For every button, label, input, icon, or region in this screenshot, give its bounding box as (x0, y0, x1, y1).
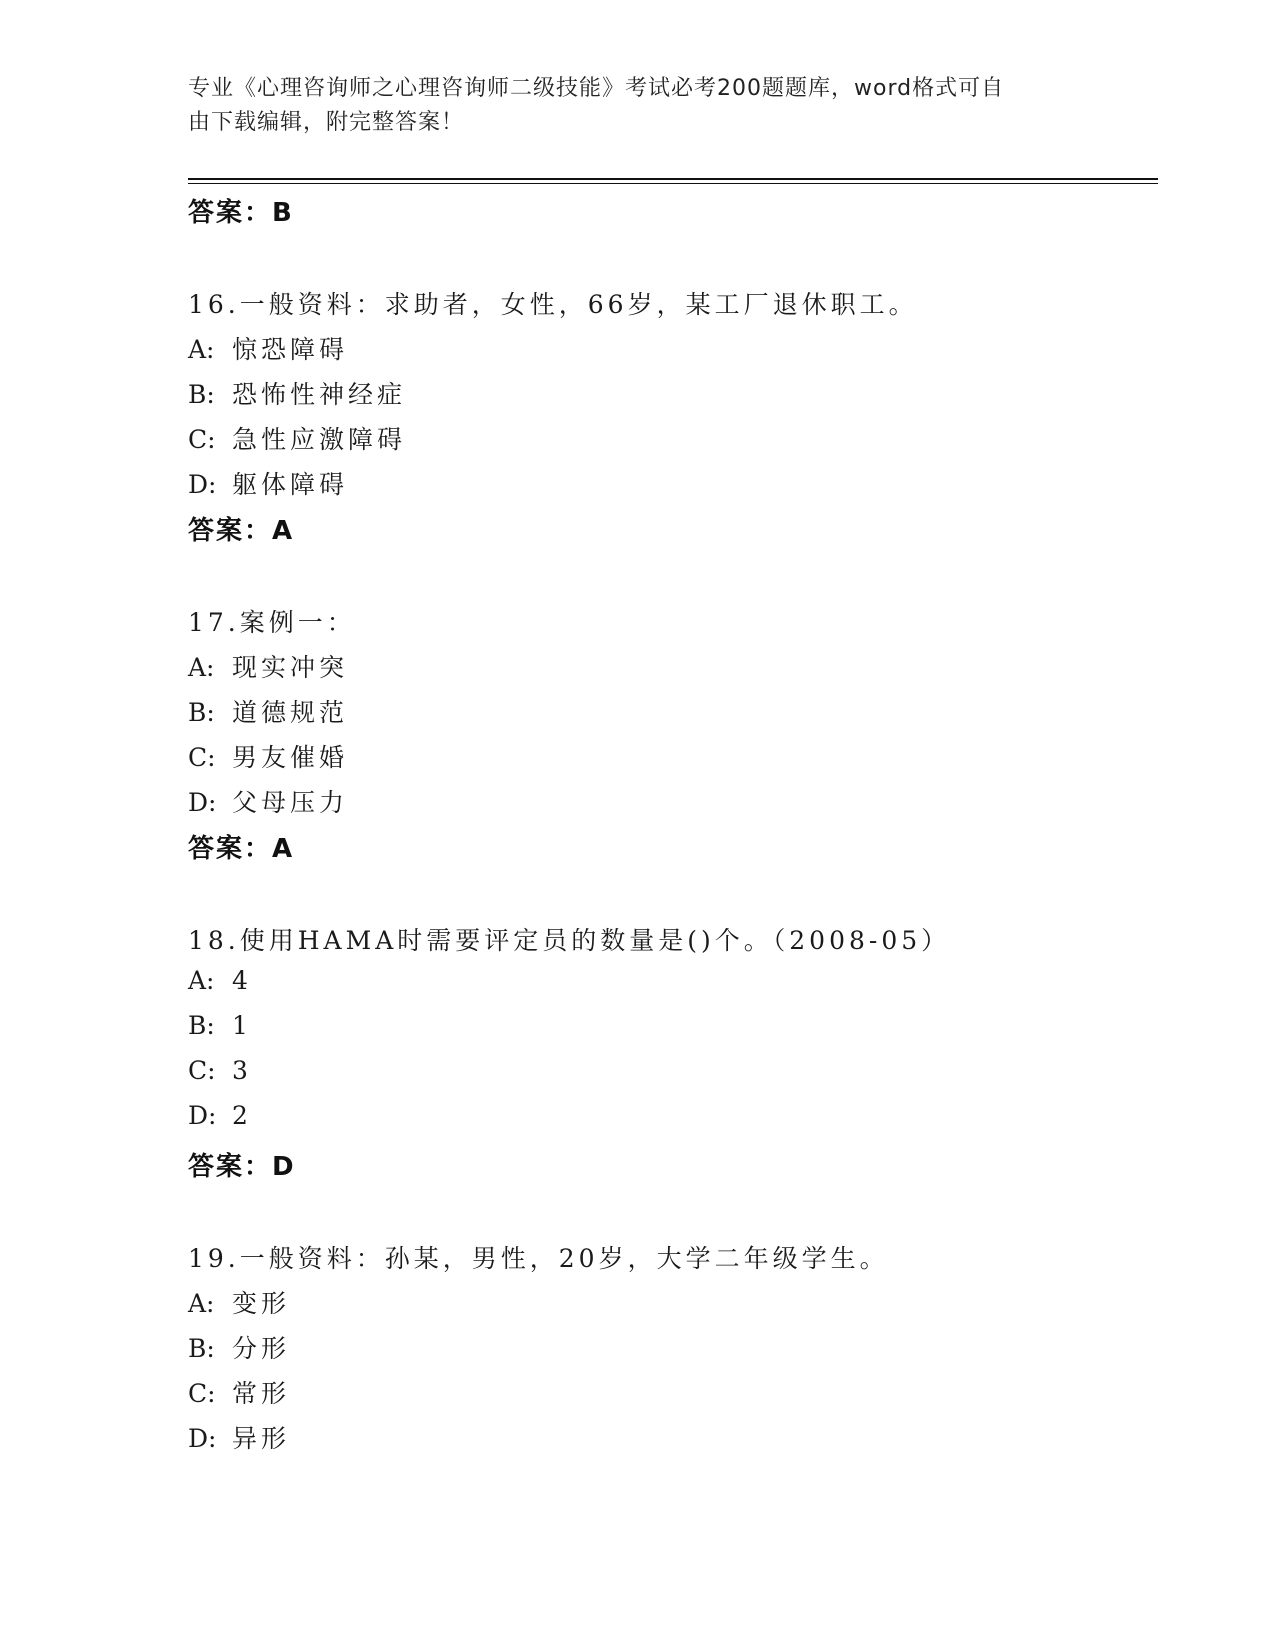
option-letter: C: (188, 743, 216, 772)
question-19-option-a (188, 1284, 290, 1320)
option-text: 父母压力 (232, 788, 349, 817)
option-letter: A: (188, 653, 215, 682)
option-text: 男友催婚 (232, 743, 349, 772)
question-18-option-a (188, 966, 252, 995)
option-text: 1 (232, 1011, 252, 1040)
option-letter: D: (188, 1424, 217, 1453)
option-letter: D: (188, 788, 217, 817)
option-text: 惊恐障碍 (232, 335, 349, 364)
question-16-option-a (188, 330, 348, 366)
option-text: 4 (232, 966, 252, 995)
header-line-1: 专业《心理咨询师之心理咨询师二级技能》考试必考200题题库，word格式可自 (188, 76, 1005, 101)
question-18-option-c (188, 1056, 252, 1085)
option-text: 常形 (232, 1379, 291, 1408)
question-18-stem: 18.使用HAMA时需要评定员的数量是()个。（2008-05） (188, 926, 951, 955)
answer-16: 答案：A (188, 516, 295, 546)
option-text: 分形 (232, 1334, 291, 1363)
header-divider-thick (188, 178, 1158, 180)
option-letter: D: (188, 470, 217, 499)
option-text: 躯体障碍 (232, 470, 349, 499)
option-letter: B: (188, 1334, 215, 1363)
option-letter: C: (188, 1056, 216, 1085)
option-text: 2 (232, 1101, 252, 1130)
question-17-option-d (188, 783, 348, 819)
question-18-option-b (188, 1011, 252, 1040)
option-text: 变形 (232, 1289, 291, 1318)
question-17-option-b (188, 693, 348, 729)
option-letter: B: (188, 1011, 215, 1040)
answer-17: 答案：A (188, 834, 295, 864)
answer-18: 答案：D (188, 1152, 296, 1182)
question-17-option-c (188, 738, 348, 774)
option-text: 现实冲突 (232, 653, 349, 682)
option-letter: B: (188, 380, 215, 409)
option-text: 3 (232, 1056, 252, 1085)
option-letter: A: (188, 1289, 215, 1318)
question-17-stem: 17.案例一： (188, 608, 356, 637)
option-letter: B: (188, 698, 215, 727)
question-19-option-d (188, 1419, 290, 1455)
document-header (188, 72, 1068, 140)
option-text: 急性应激障碍 (232, 425, 407, 454)
option-text: 异形 (232, 1424, 291, 1453)
question-17-option-a (188, 648, 348, 684)
header-line-2: 由下载编辑，附完整答案！ (188, 110, 465, 135)
option-text: 道德规范 (232, 698, 349, 727)
answer-15: 答案：B (188, 198, 294, 228)
question-16-stem: 16.一般资料：求助者，女性，66岁，某工厂退休职工。 (188, 290, 918, 319)
option-letter: D: (188, 1101, 217, 1130)
question-19-stem: 19.一般资料：孙某，男性，20岁，大学二年级学生。 (188, 1244, 889, 1273)
question-16-option-b (188, 375, 406, 411)
question-16-option-d (188, 465, 348, 501)
header-divider-thin (188, 183, 1158, 184)
option-letter: C: (188, 1379, 216, 1408)
option-text: 恐怖性神经症 (232, 380, 407, 409)
question-19-option-b (188, 1329, 290, 1365)
option-letter: C: (188, 425, 216, 454)
option-letter: A: (188, 335, 215, 364)
question-19-option-c (188, 1374, 290, 1410)
option-letter: A: (188, 966, 215, 995)
question-18-option-d (188, 1101, 252, 1130)
question-16-option-c (188, 420, 406, 456)
